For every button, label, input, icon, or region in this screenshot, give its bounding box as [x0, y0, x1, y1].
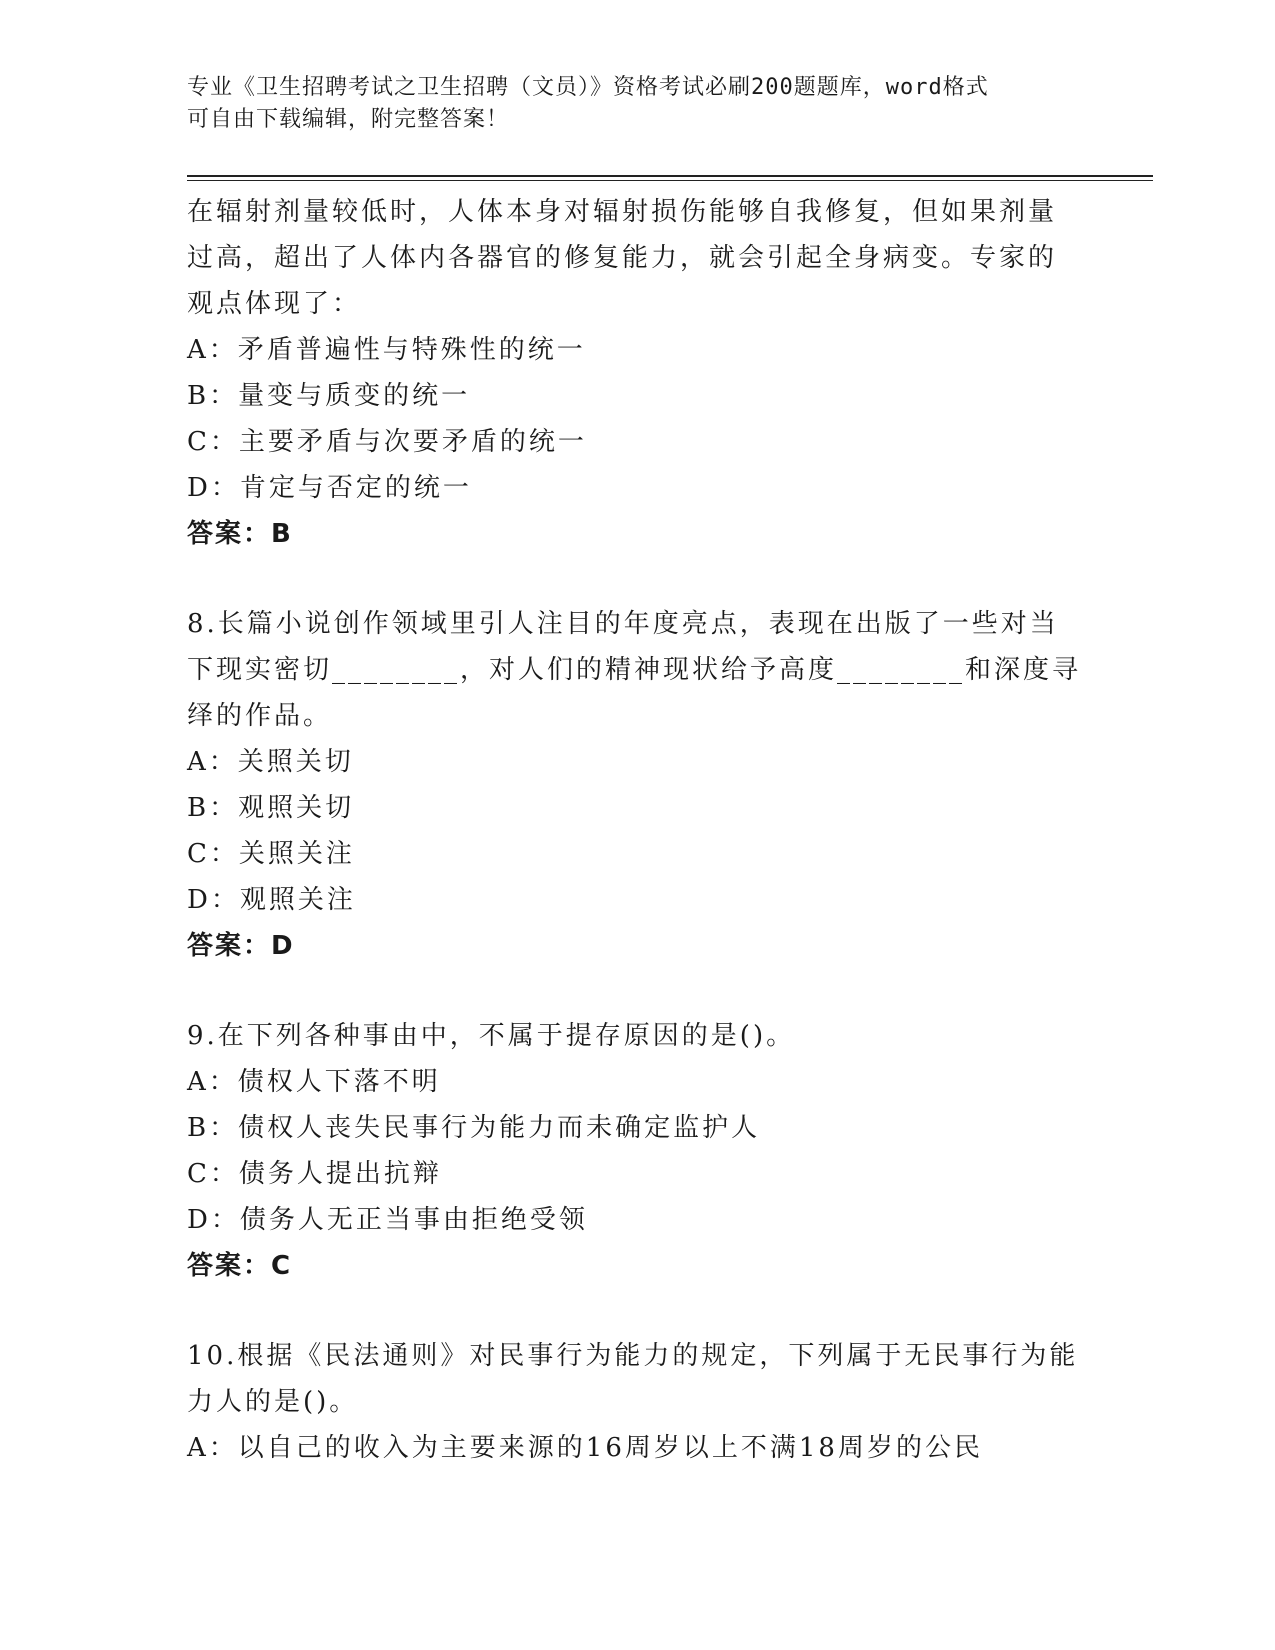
option-c: C：主要矛盾与次要矛盾的统一: [187, 427, 587, 457]
spacer: [187, 557, 1087, 601]
option-b: B：观照关切: [187, 793, 355, 823]
answer-label: 答案：B: [187, 519, 293, 549]
answer-label: 答案：D: [187, 931, 295, 961]
question-stem-line: 力人的是()。: [187, 1387, 359, 1417]
header-divider-thick: [187, 175, 1153, 177]
question-stem-line: 绎的作品。: [187, 701, 333, 731]
spacer: [187, 969, 1087, 1013]
option-c: C：关照关注: [187, 839, 355, 869]
option-d: D：观照关注: [187, 885, 356, 915]
header-line-2: 可自由下载编辑，附完整答案！: [187, 107, 510, 132]
spacer: [187, 1289, 1087, 1333]
option-d: D：债务人无正当事由拒绝受领: [187, 1205, 588, 1235]
option-a: A：以自己的收入为主要来源的16周岁以上不满18周岁的公民: [187, 1433, 983, 1463]
answer-label: 答案：C: [187, 1251, 293, 1281]
question-stem-line: 10.根据《民法通则》对民事行为能力的规定，下列属于无民事行为能: [187, 1341, 1079, 1371]
question-list: [187, 189, 1087, 1471]
question-9: [187, 1013, 1087, 1289]
header-divider-thin: [187, 180, 1153, 181]
option-a: A：关照关切: [187, 747, 354, 777]
question-stem-line: 9.在下列各种事由中，不属于提存原因的是()。: [187, 1021, 796, 1051]
question-stem-line: 过高，超出了人体内各器官的修复能力，就会引起全身病变。专家的: [187, 243, 1058, 273]
question-stem-line: 8.长篇小说创作领域里引人注目的年度亮点，表现在出版了一些对当: [187, 609, 1059, 639]
question-stem-line: 在辐射剂量较低时，人体本身对辐射损伤能够自我修复，但如果剂量: [187, 197, 1058, 227]
question-8: [187, 601, 1087, 969]
header-line-1: 专业《卫生招聘考试之卫生招聘（文员）》资格考试必刷200题题库，word格式: [187, 75, 989, 100]
option-c: C：债务人提出抗辩: [187, 1159, 442, 1189]
option-b: B：债权人丧失民事行为能力而未确定监护人: [187, 1113, 761, 1143]
option-b: B：量变与质变的统一: [187, 381, 471, 411]
option-d: D：肯定与否定的统一: [187, 473, 472, 503]
option-a: A：债权人下落不明: [187, 1067, 441, 1097]
question-stem-line: 观点体现了：: [187, 289, 362, 319]
question-stem-line: 下现实密切________，对人们的精神现状给予高度________和深度寻: [187, 655, 1082, 685]
question-10: [187, 1333, 1087, 1471]
document-header: [187, 72, 1067, 136]
option-a: A：矛盾普遍性与特殊性的统一: [187, 335, 586, 365]
question-7: [187, 189, 1087, 557]
